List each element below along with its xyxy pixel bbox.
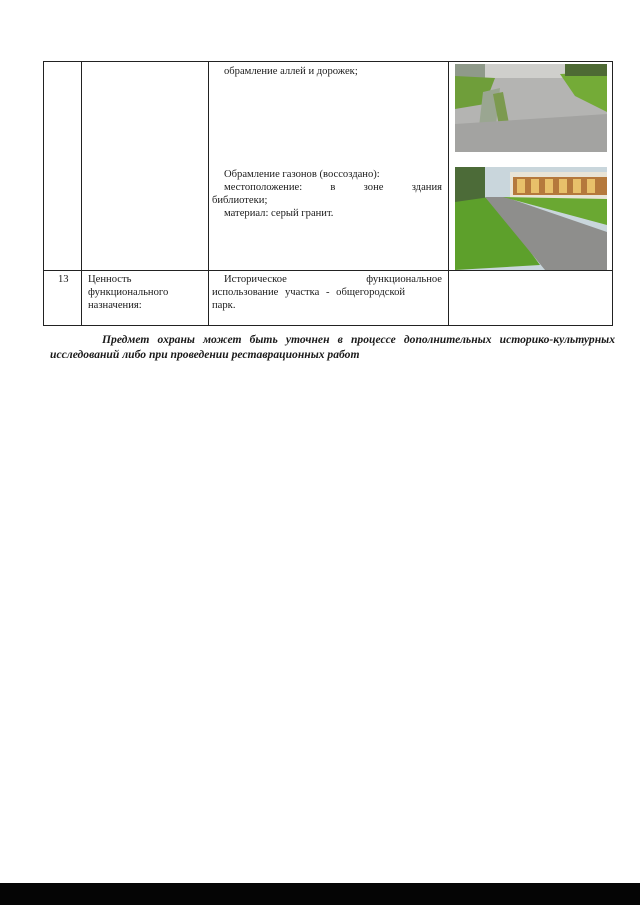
- location-end: библиотеки;: [212, 195, 268, 206]
- alley-photo: [455, 64, 607, 152]
- library-lawn-photo: [455, 167, 607, 270]
- protection-note: Предмет охраны может быть уточнен в процессе дополнительных историко-культурных исследований либо при проведении реставрационных работ: [50, 333, 615, 361]
- row-number: 13: [58, 274, 69, 285]
- location-line: [212, 181, 442, 194]
- scan-bottom-edge: [0, 883, 640, 905]
- usage-word: функциональное: [366, 274, 442, 285]
- value-label-line2: функционального: [88, 287, 169, 298]
- col-divider-label: [208, 62, 209, 325]
- location-word: зоне: [363, 182, 384, 193]
- col-divider-number: [81, 62, 82, 325]
- location-word: в: [330, 182, 336, 193]
- location-word: здания: [411, 182, 442, 193]
- usage-word: Историческое: [224, 274, 287, 285]
- alley-framing-text: обрамление аллей и дорожек;: [224, 66, 358, 77]
- usage-line1: [212, 273, 442, 286]
- usage-line2: использование участка - общегородской: [212, 287, 406, 298]
- usage-line3: парк.: [212, 300, 236, 311]
- value-label-line1: Ценность: [88, 274, 132, 285]
- material-text: материал: серый гранит.: [224, 208, 334, 219]
- location-label: местоположение:: [224, 182, 303, 193]
- value-label-line3: назначения:: [88, 300, 142, 311]
- lawn-framing-title: Обрамление газонов (воссоздано):: [224, 169, 380, 180]
- col-divider-photo: [448, 62, 449, 325]
- heritage-table: [43, 61, 613, 326]
- row-divider: [44, 270, 612, 271]
